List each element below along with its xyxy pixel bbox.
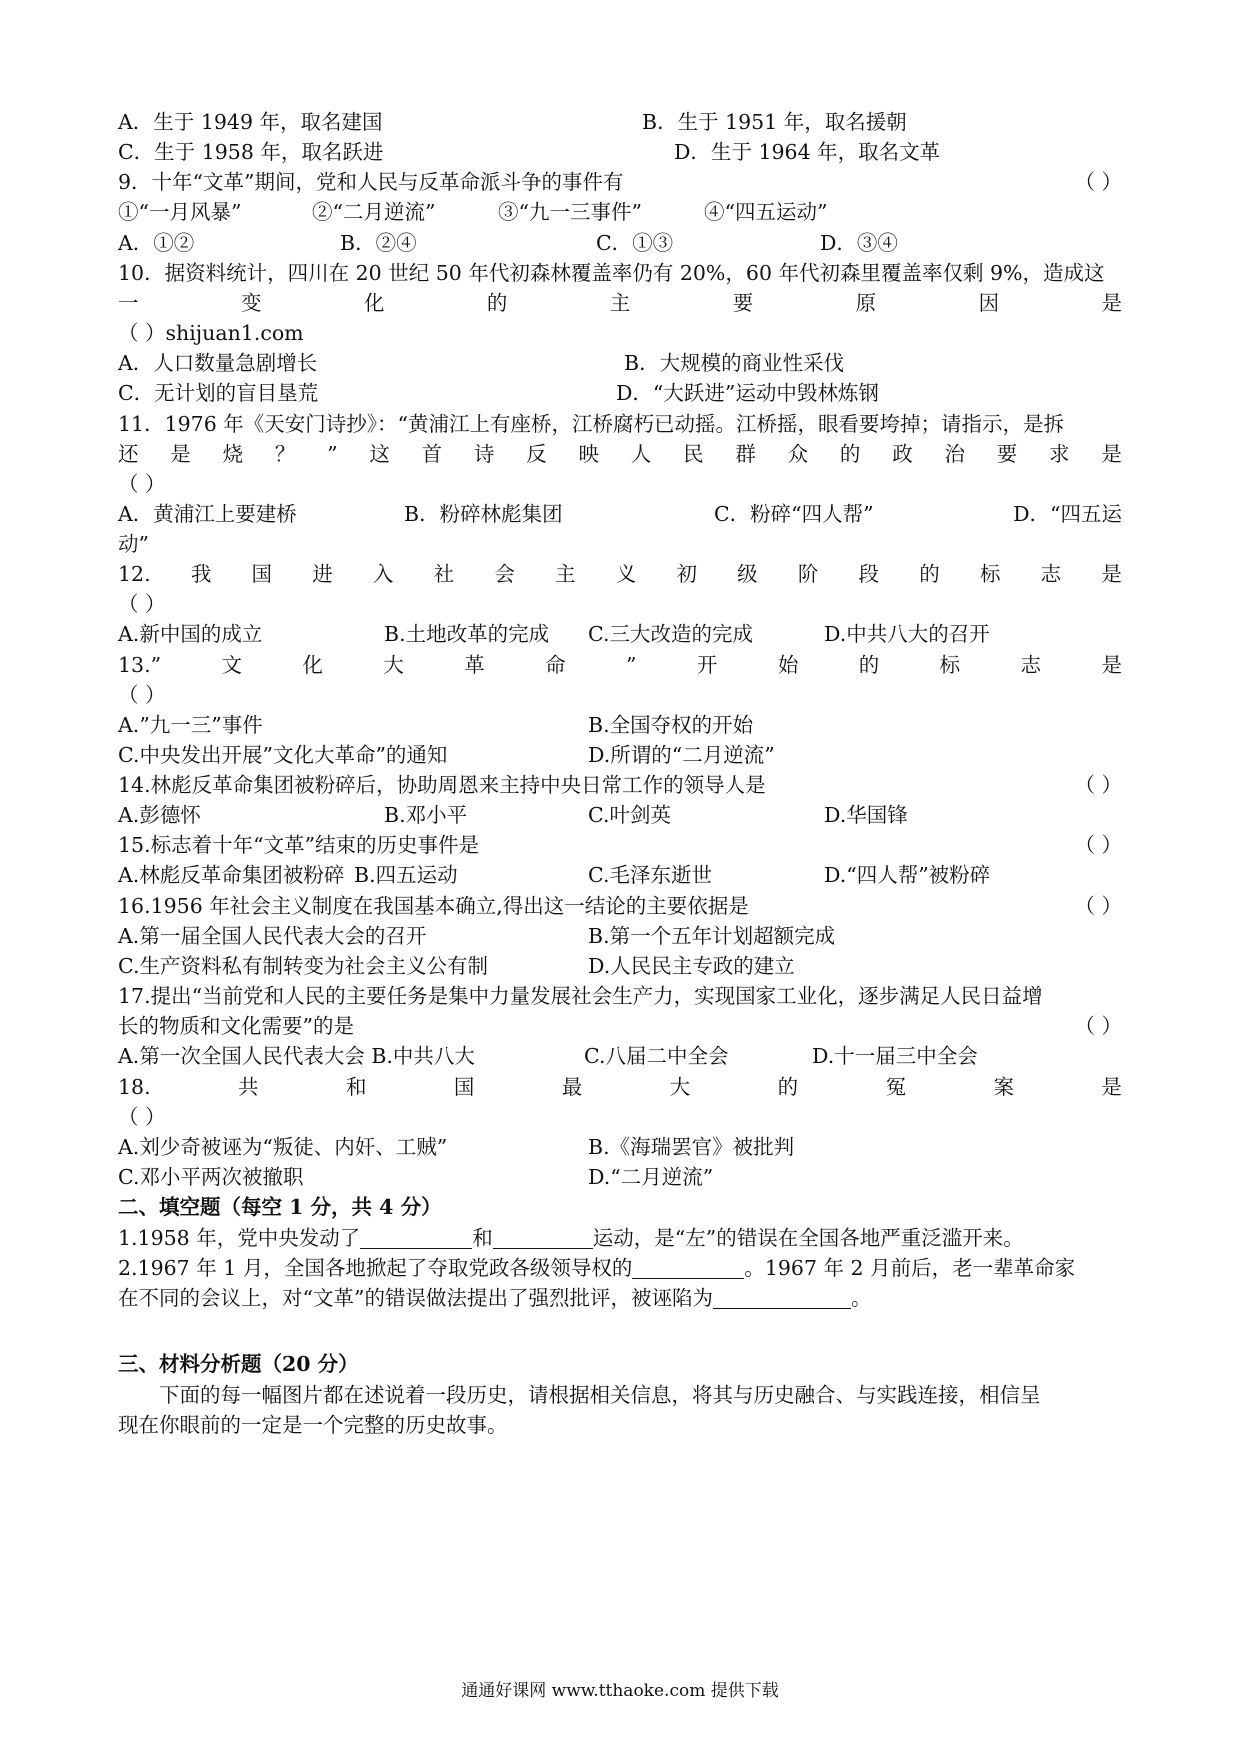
q10-option-d: D．“大跃进”运动中毁林炼钢 [616, 381, 879, 405]
fill1-blank-1[interactable] [360, 1224, 472, 1249]
q16-option-a: A.第一届全国人民代表大会的召开 [118, 924, 427, 948]
q9-stem-line [118, 165, 1122, 199]
q15-stem-line [118, 828, 1122, 862]
q10-word: 的 [486, 291, 508, 315]
q17-answer-paren: （ ） [1074, 1014, 1122, 1038]
q18-option-c: C.邓小平两次被撤职 [118, 1165, 304, 1189]
q8-option-a: A．生于 1949 年，取名建国 [118, 110, 383, 134]
q13-row-2 [118, 738, 1122, 772]
q14-stem-line [118, 768, 1122, 802]
q12-option-d: D.中共八大的召开 [824, 622, 990, 646]
q15-option-d: D.“四人帮”被粉碎 [824, 863, 991, 887]
q11-word: 民 [683, 442, 704, 466]
q8-row-2 [118, 135, 1122, 169]
q11-word: 是 [170, 442, 191, 466]
q11-option-d-cont: 动” [118, 532, 149, 556]
q12-word: 入 [372, 562, 394, 586]
q17-options [118, 1039, 1122, 1073]
q12-word: 进 [312, 562, 333, 586]
q12-word: 初 [676, 562, 697, 586]
q13-option-d: D.所谓的“二月逆流” [588, 743, 775, 767]
q10-word: 化 [363, 291, 385, 315]
q18-word: 是 [1101, 1075, 1122, 1099]
q12-word: 义 [615, 562, 637, 586]
q12-option-a: A.新中国的成立 [118, 622, 263, 646]
q12-option-b: B.土地改革的完成 [384, 622, 550, 646]
q9-item-2: ②“二月逆流” [312, 200, 436, 224]
q11-word: 烧 [222, 442, 244, 466]
q11-stem-line-1: 11．1976 年《天安门诗抄》：“黄浦江上有座桥，江桥腐朽已动摇。江桥摇，眼看要垮掉；请指示，是拆 [118, 412, 1065, 436]
q9-option-b: B．②④ [340, 231, 417, 255]
q11-word: 这 [369, 442, 390, 466]
q10-stem-line-1: 10．据资料统计，四川在 20 世纪 50 年代初森林覆盖率仍有 20%，60 年代初森里覆盖率仅剩 9%，造成这 [118, 261, 1105, 285]
section3-intro-line-2: 现在你眼前的一定是一个完整的历史故事。 [118, 1413, 508, 1437]
q16-row-2 [118, 949, 1122, 983]
q10-word: 原 [855, 291, 877, 315]
q16-option-c: C.生产资料私有制转变为社会主义公有制 [118, 954, 488, 978]
q13-option-c: C.中央发出开展”文化大革命”的通知 [118, 743, 448, 767]
q11-word: 还 [118, 442, 139, 466]
fill-question-2-line-1 [118, 1251, 1122, 1285]
q14-options [118, 798, 1122, 832]
q10-option-a: A．人口数量急剧增长 [118, 351, 318, 375]
q11-option-b: B．粉碎林彪集团 [404, 502, 563, 526]
q14-stem: 14.林彪反革命集团被粉碎后，协助周恩来主持中央日常工作的领导人是 [118, 773, 766, 797]
q18-word: 案 [993, 1075, 1014, 1099]
q9-item-4: ④“四五运动” [704, 200, 828, 224]
q16-option-d: D.人民民主专政的建立 [588, 954, 795, 978]
q11-word: ” [327, 442, 338, 466]
q10-option-c: C．无计划的盲目垦荒 [118, 381, 319, 405]
q18-row-1 [118, 1130, 1122, 1164]
q14-option-b: B.邓小平 [384, 803, 468, 827]
q11-word: 要 [996, 442, 1018, 466]
q17-stem-line-2 [118, 1009, 1122, 1043]
q11-option-a: A．黄浦江上要建桥 [118, 502, 297, 526]
q11-word: 众 [787, 442, 809, 466]
q10-word: 变 [240, 291, 262, 315]
q10-word: 要 [732, 291, 754, 315]
q18-word: 和 [345, 1075, 367, 1099]
q18-word: 大 [669, 1075, 691, 1099]
q11-word: 求 [1049, 442, 1070, 466]
q16-option-b: B.第一个五年计划超额完成 [588, 924, 836, 948]
q18-option-b: B.《海瑞罢官》被批判 [588, 1135, 795, 1159]
q9-item-1: ①“一月风暴” [118, 200, 242, 224]
q12-word: 标 [979, 562, 1001, 586]
q18-word: 共 [238, 1075, 259, 1099]
q10-word: 一 [118, 291, 139, 315]
q11-option-c: C．粉碎“四人帮” [714, 502, 874, 526]
q16-stem-line [118, 889, 1122, 923]
q11-word: 诗 [473, 442, 495, 466]
q13-option-a: A.”九一三”事件 [118, 713, 263, 737]
q9-items [118, 195, 1122, 229]
q9-stem: 9．十年“文革”期间，党和人民与反革命派斗争的事件有 [118, 170, 624, 194]
q17-stem: 长的物质和文化需要”的是 [118, 1014, 354, 1038]
fill2-blank-1[interactable] [632, 1254, 744, 1279]
q8-option-b: B．生于 1951 年，取名援朝 [642, 110, 907, 134]
q12-options [118, 617, 1122, 651]
q13-word: 大 [383, 653, 404, 677]
fill1-text-a: 1.1958 年，党中央发动了 [118, 1226, 361, 1250]
q12-word: 是 [1101, 562, 1122, 586]
q13-word: 的 [858, 653, 880, 677]
q12-word: 主 [555, 562, 576, 586]
q12-word: 阶 [797, 562, 819, 586]
q17-option-d: D.十一届三中全会 [812, 1044, 978, 1068]
q10-option-b: B．大规模的商业性采伐 [624, 351, 845, 375]
fill2-text-a: 2.1967 年 1 月，全国各地掀起了夺取党政各级领导权的 [118, 1256, 633, 1280]
fill-question-1 [118, 1221, 1122, 1255]
q13-word: ” [626, 653, 637, 677]
q11-word: ？ [274, 442, 296, 466]
q17-option-c: C.八届二中全会 [584, 1044, 729, 1068]
q12-word: 会 [494, 562, 515, 586]
q11-word: 映 [578, 442, 600, 466]
q13-word: 始 [777, 653, 799, 677]
q18-stem [118, 1070, 1122, 1104]
q15-option-c: C.毛泽东逝世 [588, 863, 712, 887]
fill2-text-c: 在不同的会议上，对“文革”的错误做法提出了强烈批评，被诬陷为 [118, 1286, 713, 1310]
q12-word: 的 [919, 562, 940, 586]
q18-row-2 [118, 1160, 1122, 1194]
q15-option-a: A.林彪反革命集团被粉碎 [118, 863, 345, 887]
page-footer: 通通好课网 www.tthaoke.com 提供下载 [461, 1681, 779, 1701]
q14-option-d: D.华国锋 [824, 803, 908, 827]
q13-word: 标 [939, 653, 961, 677]
q15-stem: 15.标志着十年“文革”结束的历史事件是 [118, 833, 480, 857]
q11-stem-line-2 [118, 437, 1122, 471]
fill2-blank-2[interactable] [713, 1284, 851, 1309]
q11-options [118, 497, 1122, 531]
q9-option-c: C．①③ [596, 231, 674, 255]
q9-option-d: D．③④ [820, 231, 898, 255]
q12-word: 我 [190, 562, 212, 586]
q12-word: 级 [737, 562, 758, 586]
fill-question-2-line-2 [118, 1281, 1122, 1315]
q10-answer-paren: （ ）shijuan1.com [118, 321, 304, 345]
fill2-text-b: 。1967 年 2 月前后，老一辈革命家 [744, 1256, 1076, 1280]
q15-answer-paren: （ ） [1074, 833, 1122, 857]
q14-answer-paren: （ ） [1074, 773, 1122, 797]
q13-word: 13.” [118, 653, 162, 677]
q13-word: 化 [302, 653, 323, 677]
q10-row-1 [118, 346, 1122, 380]
q9-item-3: ③“九一三事件” [498, 200, 642, 224]
section3-heading: 三、材料分析题（20 分） [118, 1352, 359, 1376]
fill2-text-d: 。 [850, 1286, 872, 1310]
q15-option-b: B.四五运动 [354, 863, 458, 887]
q10-stem-line-2 [118, 286, 1122, 320]
q11-word: 首 [421, 442, 443, 466]
q13-word: 命 [545, 653, 566, 677]
fill1-text-c: 运动，是“左”的错误在全国各地严重泛滥开来。 [592, 1226, 1024, 1250]
fill1-text-b: 和 [472, 1226, 493, 1250]
q8-option-d: D．生于 1964 年，取名文革 [674, 140, 941, 164]
q13-answer-paren: （ ） [118, 683, 166, 707]
q15-options [118, 858, 1122, 892]
q12-answer-paren: （ ） [118, 592, 166, 616]
q12-word: 志 [1040, 562, 1062, 586]
q11-word: 政 [892, 442, 913, 466]
q13-stem [118, 648, 1122, 682]
q11-option-d: D．“四五运 [1013, 502, 1122, 526]
q13-word: 志 [1020, 653, 1042, 677]
q14-option-c: C.叶剑英 [588, 803, 671, 827]
q11-answer-paren: （ ） [118, 472, 166, 496]
q17-stem-line-1: 17.提出“当前党和人民的主要任务是集中力量发展社会生产力，实现国家工业化，逐步满足人民日益增 [118, 984, 1043, 1008]
q8-row-1 [118, 105, 1122, 139]
q9-option-a: A．①② [118, 231, 195, 255]
section2-heading: 二、填空题（每空 1 分，共 4 分） [118, 1195, 442, 1219]
q10-word: 是 [1101, 291, 1122, 315]
q12-word: 12. [118, 562, 151, 586]
q18-word: 18. [118, 1075, 151, 1099]
q13-word: 是 [1101, 653, 1122, 677]
q13-row-1 [118, 708, 1122, 742]
section3-intro-line-1: 下面的每一幅图片都在述说着一段历史，请根据相关信息，将其与历史融合、与实践连接，相信呈 [159, 1383, 1041, 1407]
q9-options [118, 226, 1122, 260]
q10-row-2 [118, 376, 1122, 410]
q11-word: 是 [1101, 442, 1122, 466]
q11-word: 反 [526, 442, 547, 466]
q18-word: 的 [777, 1075, 799, 1099]
q18-word: 国 [453, 1075, 475, 1099]
q18-option-d: D.“二月逆流” [588, 1165, 714, 1189]
q11-word: 治 [944, 442, 965, 466]
q16-stem: 16.1956 年社会主义制度在我国基本确立,得出这一结论的主要依据是 [118, 894, 749, 918]
q18-option-a: A.刘少奇被诬为“叛徒、内奸、工贼” [118, 1135, 448, 1159]
q9-answer-paren: （ ） [1074, 170, 1122, 194]
q10-word: 主 [609, 291, 631, 315]
q12-stem [118, 557, 1122, 591]
q13-word: 革 [464, 653, 485, 677]
q12-word: 社 [433, 562, 455, 586]
q13-word: 开 [696, 653, 718, 677]
q16-answer-paren: （ ） [1074, 894, 1122, 918]
q13-word: 文 [221, 653, 242, 677]
q18-word: 最 [561, 1075, 583, 1099]
fill1-blank-2[interactable] [493, 1224, 593, 1249]
q14-option-a: A.彭德怀 [118, 803, 201, 827]
q18-answer-paren: （ ） [118, 1105, 166, 1129]
q10-word: 因 [978, 291, 1000, 315]
q16-row-1 [118, 919, 1122, 953]
q11-word: 群 [735, 442, 756, 466]
q11-word: 的 [839, 442, 861, 466]
q12-word: 国 [251, 562, 273, 586]
q11-word: 人 [630, 442, 652, 466]
q13-option-b: B.全国夺权的开始 [588, 713, 754, 737]
q12-option-c: C.三大改造的完成 [588, 622, 753, 646]
q8-option-c: C．生于 1958 年，取名跃进 [118, 140, 384, 164]
q12-word: 段 [858, 562, 880, 586]
q17-option-ab: A.第一次全国人民代表大会 B.中共八大 [118, 1044, 475, 1068]
q18-word: 冤 [885, 1075, 907, 1099]
